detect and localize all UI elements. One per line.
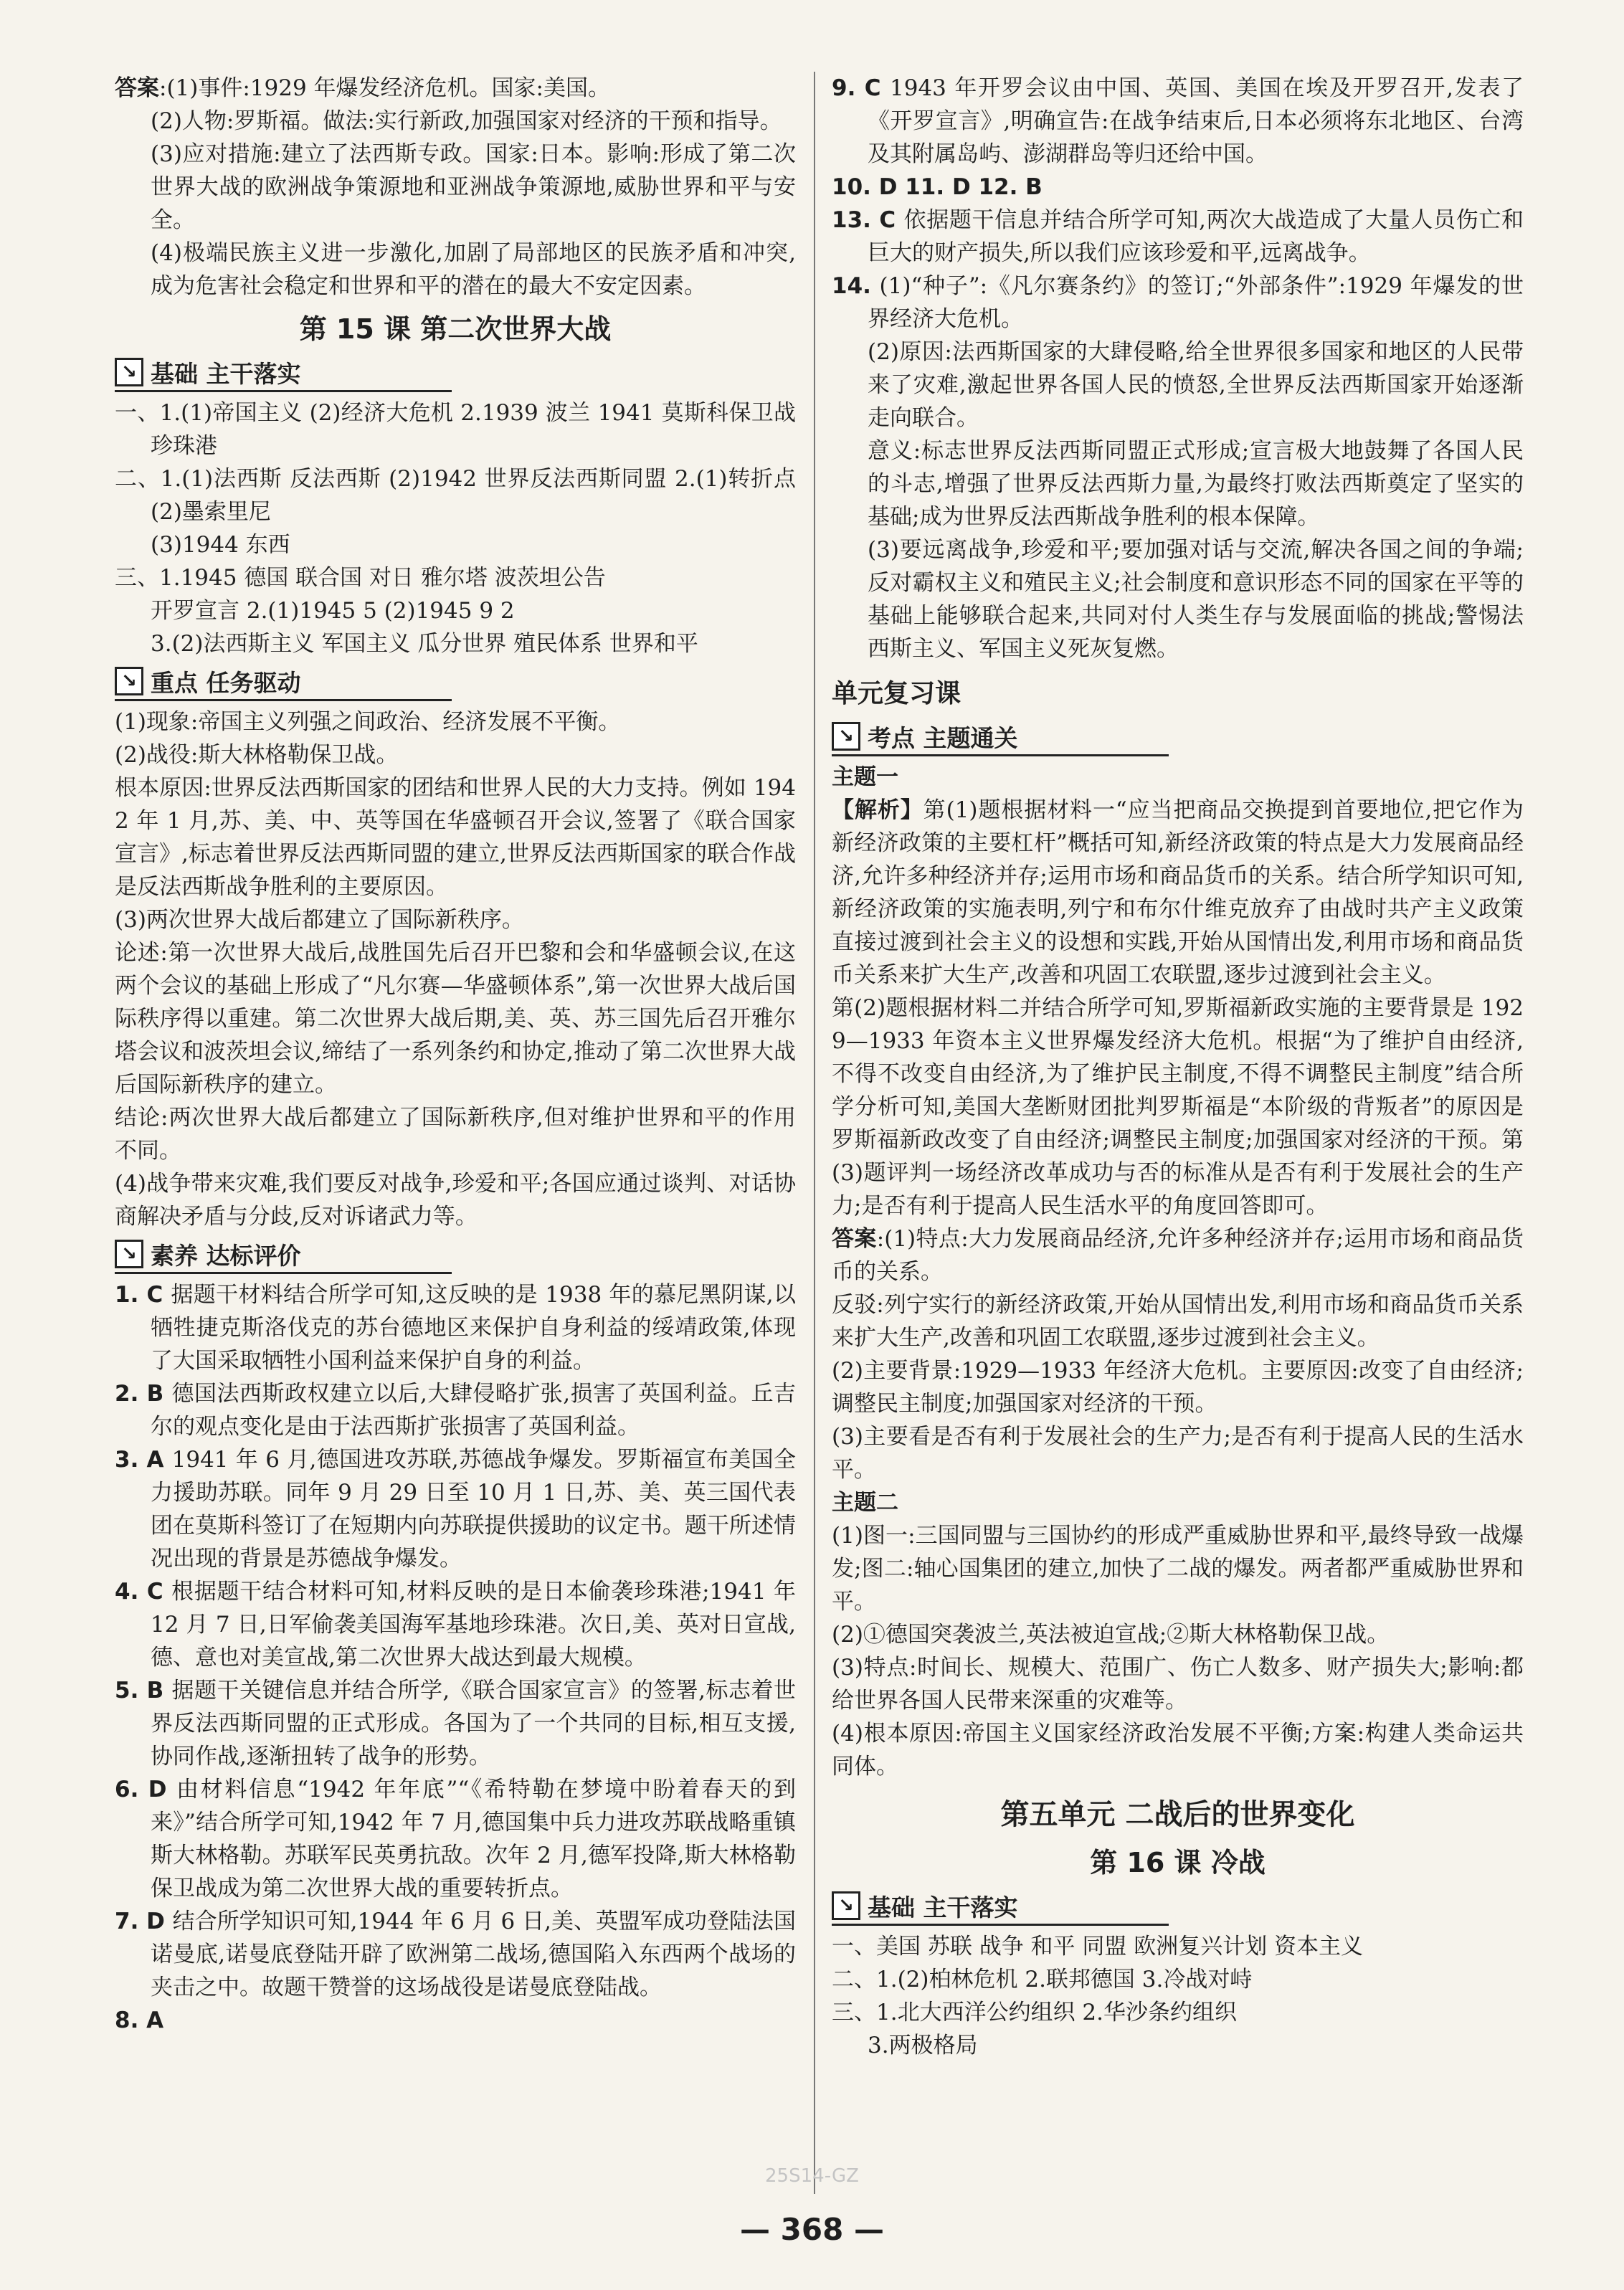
answer-text: 依据题干信息并结合所学可知,两次大战造成了大量人员伤亡和巨大的财产损失,所以我们应该珍爱和平,远离战争。: [868, 207, 1524, 266]
key-answer-paragraph: 论述:第一次世界大战后,战胜国先后召开巴黎和会和华盛顿会议,在这两个会议的基础上形成了“凡尔赛—华盛顿体系”,第一次世界大战后国际秩序得以重建。第二次世界大战后期,美、英、苏三国先后召开雅尔塔会议和波茨坦会议,缔结了一系列条约和协定,推动了第二次世界大战后国际新秩序的建立。: [115, 940, 796, 1098]
answer-number: 10. D 11. D 12. B: [832, 174, 1043, 200]
q14-paragraph: (2)原因:法西斯国家的大肆侵略,给全世界很多国家和地区的人民带来了灾难,激起世界各国人民的愤怒,全世界反法西斯国家开始逐渐走向联合。: [868, 339, 1524, 431]
key-answer-paragraph: (2)战役:斯大林格勒保卫战。: [115, 742, 399, 768]
numbered-answer: [115, 1278, 796, 1377]
lesson14-answer-block: [115, 72, 796, 303]
numbered-answer: [115, 1443, 796, 1575]
answer-text: (3)主要看是否有利于发展社会的生产力;是否有利于提高人民的生活水平。: [832, 1424, 1524, 1483]
arrow-box-icon: ↘: [115, 358, 143, 386]
section-header-label: 重点 任务驱动: [151, 668, 301, 697]
lesson15-title: 第 15 课 第二次世界大战: [299, 313, 612, 345]
arrow-box-icon: ↘: [115, 1240, 143, 1268]
arrow-box-icon: ↘: [115, 667, 143, 695]
section-header-label: 素养 达标评价: [151, 1241, 301, 1270]
topic2-answer: [832, 1519, 1524, 1783]
basic-answer-line: 三、1.1945 德国 联合国 对日 雅尔塔 波茨坦公告: [115, 565, 606, 591]
answer-number: 5. B: [115, 1678, 172, 1704]
numbered-answer: [832, 72, 1524, 171]
topic1-answer-paragraph: [832, 1288, 1524, 1354]
answer-text: 德国法西斯政权建立以后,大肆侵略扩张,损害了英国利益。丘吉尔的观点变化是由于法西斯扩张损害了英国利益。: [151, 1381, 796, 1440]
answer-paragraph: [115, 105, 796, 138]
topic1-answer: [832, 1222, 1524, 1486]
topic2-paragraph: (2)①德国突袭波兰,英法被迫宣战;②斯大林格勒保卫战。: [832, 1622, 1390, 1648]
column-divider: [814, 72, 815, 2194]
basic-answer-line: 3.两极格局: [868, 2033, 978, 2058]
quality-answers: [115, 1278, 796, 2037]
section-header-exam: [832, 718, 1169, 756]
basic-answer-line: 二、1.(2)柏林危机 2.联邦德国 3.冷战对峙: [832, 1967, 1253, 1992]
basic-answers: [115, 396, 796, 660]
answer-label: 答案: [115, 75, 159, 101]
topic1-label: 主题一: [832, 764, 898, 790]
answer-text: 1943 年开罗会议由中国、英国、美国在埃及开罗召开,发表了《开罗宣言》,明确宣告:在战争结束后,日本必须将东北地区、台湾及其附属岛屿、澎湖群岛等归还给中国。: [868, 75, 1524, 167]
analysis-text: 第(2)题根据材料二并结合所学可知,罗斯福新政实施的主要背景是 1929—1933 年资本主义世界爆发经济大危机。根据“为了维护自由经济,不得不改变自由经济,为了维护民主制度,不得不调整民主制度”结合所学分析可知,美国大垄断财团批判罗斯福是“本阶级的背叛者”的原因是罗斯福新政改变了自由经济;调整民主制度;加强国家对经济的干预。第(3)题评判一场经济改革成功与否的标准从是否有利于发展社会的生产力;是否有利于提高人民生活水平的角度回答即可。: [832, 995, 1524, 1219]
basic-answer-line: 开罗宣言 2.(1)1945 5 (2)1945 9 2: [151, 598, 515, 624]
answer-number: 3. A: [115, 1447, 172, 1473]
numbered-answer: [115, 2004, 796, 2037]
answer-paragraph: [115, 72, 796, 105]
topic2-paragraph: (1)图一:三国同盟与三国协约的形成严重威胁世界和平,最终导致一战爆发;图二:轴心国集团的建立,加快了二战的爆发。两者都严重威胁世界和平。: [832, 1523, 1524, 1615]
section-header-label: 考点 主题通关: [868, 723, 1018, 752]
answer-text: (1)“种子”:《凡尔赛条约》的签订;“外部条件”:1929 年爆发的世界经济大危机。: [868, 273, 1524, 332]
answer-text: :(1)事件:1929 年爆发经济危机。国家:美国。: [159, 75, 610, 101]
analysis-paragraph: [832, 794, 1524, 992]
numbered-answer: [115, 1905, 796, 2004]
answer-text: 根据题干结合材料可知,材料反映的是日本偷袭珍珠港;1941 年 12 月 7 日,日军偷袭美国海军基地珍珠港。次日,美、英对日宣战,德、意也对美宣战,第二次世界大战达到最大规模。: [151, 1579, 796, 1671]
right-column: [832, 72, 1524, 2062]
key-answer-paragraph: (1)现象:帝国主义列强之间政治、经济发展不平衡。: [115, 709, 621, 735]
numbered-answer: [115, 1773, 796, 1905]
answer-paragraph: [115, 138, 796, 237]
answer-text: 反驳:列宁实行的新经济政策,开始从国情出发,利用市场和商品货币关系来扩大生产,改善和巩固工农联盟,逐步过渡到社会主义。: [832, 1292, 1524, 1351]
numbered-answer: [115, 1575, 796, 1674]
section-header-basic: [832, 1888, 1169, 1926]
unit5-title: 第五单元 二战后的世界变化: [1000, 1798, 1355, 1831]
section-header-label: 基础 主干落实: [868, 1893, 1018, 1921]
answer-text: (2)主要背景:1929—1933 年经济大危机。主要原因:改变了自由经济;调整民主制度;加强国家对经济的干预。: [832, 1358, 1524, 1417]
q14-paragraph: 意义:标志世界反法西斯同盟正式形成;宣言极大地鼓舞了各国人民的斗志,增强了世界反法西斯力量,为最终打败法西斯奠定了坚实的基础;成为世界反法西斯战争胜利的根本保障。: [868, 438, 1524, 530]
topic1-answer-paragraph: [832, 1420, 1524, 1486]
lesson16-title: 第 16 课 冷战: [1090, 1847, 1266, 1878]
section-header-quality: [115, 1236, 452, 1274]
answer-label: 答案: [832, 1226, 877, 1252]
answer-text: (4)极端民族主义进一步激化,加剧了局部地区的民族矛盾和冲突,成为危害社会稳定和世界和平的潜在的最大不安定因素。: [151, 240, 796, 299]
section-header-key: [115, 663, 452, 701]
numbered-answer: [115, 1674, 796, 1773]
answer-paragraph: [115, 237, 796, 303]
answer-number: 9. C: [832, 75, 890, 101]
left-column: [115, 72, 796, 2037]
arrow-box-icon: ↘: [832, 1891, 860, 1920]
analysis-text: 第(1)题根据材料一“应当把商品交换提到首要地位,把它作为新经济政策的主要杠杆”概括可知,新经济政策的特点是大力发展商品经济,允许多种经济并存;运用市场和商品货币的关系。结合所学知识可知,新经济政策的实施表明,列宁和布尔什维克放弃了由战时共产主义政策直接过渡到社会主义的设想和实践,开始从国情出发,利用市场和商品货币关系来扩大生产,改善和巩固工农联盟,逐步过渡到社会主义。: [832, 797, 1524, 988]
basic-answer-line: 3.(2)法西斯主义 军国主义 瓜分世界 殖民体系 世界和平: [151, 631, 698, 657]
numbered-answer: [832, 204, 1524, 270]
basic-answer-line: 一、美国 苏联 战争 和平 同盟 欧洲复兴计划 资本主义: [832, 1934, 1364, 1959]
answer-text: :(1)特点:大力发展商品经济,允许多种经济并存;运用市场和商品货币的关系。: [832, 1226, 1524, 1285]
answer-number: 2. B: [115, 1381, 172, 1407]
answer-number: 14.: [832, 273, 880, 299]
numbered-answer: [832, 270, 1524, 336]
topic2-paragraph: (3)特点:时间长、规模大、范围广、伤亡人数多、财产损失大;影响:都给世界各国人民带来深重的灾难等。: [832, 1655, 1524, 1714]
question14-answers: [832, 336, 1524, 665]
answer-text: 结合所学知识可知,1944 年 6 月 6 日,美、英盟军成功登陆法国诺曼底,诺曼底登陆开辟了欧洲第二战场,德国陷入东西两个战场的夹击之中。故题干赞誉的这场战役是诺曼底登陆战。: [151, 1909, 796, 2000]
analysis-label: 【解析】: [832, 797, 923, 823]
answer-text: 1941 年 6 月,德国进攻苏联,苏德战争爆发。罗斯福宣布美国全力援助苏联。同年 9 月 29 日至 10 月 1 日,苏、美、英三国代表团在莫斯科签订了在短期内向苏联提供援助的议定书。题干所述情况出现的背景是苏德战争爆发。: [151, 1447, 796, 1572]
section-header-label: 基础 主干落实: [151, 359, 301, 388]
lesson16-basic-answers: [832, 1930, 1524, 2062]
watermark-code: 25S14-GZ: [765, 2165, 859, 2187]
answer-number: 1. C: [115, 1282, 171, 1308]
answer-number: 4. C: [115, 1579, 172, 1605]
answer-text: 由材料信息“1942 年年底”“《希特勒在梦境中盼着春天的到来》”结合所学可知,1942 年 7 月,德国集中兵力进攻苏联战略重镇斯大林格勒。苏联军民英勇抗敌。次年 2 月,德军投降,斯大林格勒保卫战成为第二次世界大战的重要转折点。: [151, 1777, 796, 1901]
quality-answers-continued: [832, 72, 1524, 336]
key-answer-paragraph: (4)战争带来灾难,我们要反对战争,珍爱和平;各国应通过谈判、对话协商解决矛盾与分歧,反对诉诸武力等。: [115, 1171, 796, 1230]
key-answer-paragraph: 结论:两次世界大战后都建立了国际新秩序,但对维护世界和平的作用不同。: [115, 1105, 796, 1164]
numbered-answer: [115, 1377, 796, 1443]
answer-text: 据题干材料结合所学可知,这反映的是 1938 年的慕尼黑阴谋,以牺牲捷克斯洛伐克的苏台德地区来保护自身利益的绥靖政策,体现了大国采取牺牲小国利益来保护自身的利益。: [151, 1282, 796, 1374]
basic-answer-line: 三、1.北大西洋公约组织 2.华沙条约组织: [832, 2000, 1238, 2025]
section-header-basic: [115, 354, 452, 392]
topic1-answer-paragraph: [832, 1222, 1524, 1288]
key-answer-paragraph: (3)两次世界大战后都建立了国际新秩序。: [115, 907, 524, 933]
topic1-answer-paragraph: [832, 1354, 1524, 1420]
topic1-analysis: [832, 794, 1524, 1222]
answer-text: (2)人物:罗斯福。做法:实行新政,加强国家对经济的干预和指导。: [151, 108, 782, 134]
topic2-label: 主题二: [832, 1490, 898, 1516]
answer-number: 6. D: [115, 1777, 176, 1802]
basic-answer-line: (3)1944 东西: [151, 532, 290, 558]
topic2-paragraph: (4)根本原因:帝国主义国家经济政治发展不平衡;方案:构建人类命运共同体。: [832, 1721, 1524, 1780]
key-task-answers: [115, 705, 796, 1233]
arrow-box-icon: ↘: [832, 722, 860, 751]
answer-text: 据题干关键信息并结合所学,《联合国家宣言》的签署,标志着世界反法西斯同盟的正式形成。各国为了一个共同的目标,相互支援,协同作战,逐渐扭转了战争的形势。: [151, 1678, 796, 1769]
unit-review-title: 单元复习课: [832, 679, 961, 708]
answer-number: 7. D: [115, 1909, 173, 1934]
answer-number: 13. C: [832, 207, 904, 233]
answer-text: (3)应对措施:建立了法西斯专政。国家:日本。影响:形成了第二次世界大战的欧洲战争策源地和亚洲战争策源地,威胁世界和平与安全。: [151, 141, 796, 233]
key-answer-paragraph: 根本原因:世界反法西斯国家的团结和世界人民的大力支持。例如 1942 年 1 月,苏、美、中、英等国在华盛顿召开会议,签署了《联合国家宣言》,标志着世界反法西斯同盟的建立,世界反法西斯国家的联合作战是反法西斯战争胜利的主要原因。: [115, 775, 796, 900]
analysis-paragraph: [832, 992, 1524, 1222]
numbered-answer: [832, 171, 1524, 204]
answer-number: 8. A: [115, 2008, 164, 2033]
q14-paragraph: (3)要远离战争,珍爱和平;要加强对话与交流,解决各国之间的争端;反对霸权主义和殖民主义;社会制度和意识形态不同的国家在平等的基础上能够联合起来,共同对付人类生存与发展面临的挑战;警惕法西斯主义、军国主义死灰复燃。: [868, 537, 1524, 662]
basic-answer-line: 一、1.(1)帝国主义 (2)经济大危机 2.1939 波兰 1941 莫斯科保卫战 珍珠港: [115, 400, 796, 459]
basic-answer-line: 二、1.(1)法西斯 反法西斯 (2)1942 世界反法西斯同盟 2.(1)转折点 (2)墨索里尼: [115, 466, 796, 525]
page-number: — 368 —: [740, 2212, 884, 2247]
